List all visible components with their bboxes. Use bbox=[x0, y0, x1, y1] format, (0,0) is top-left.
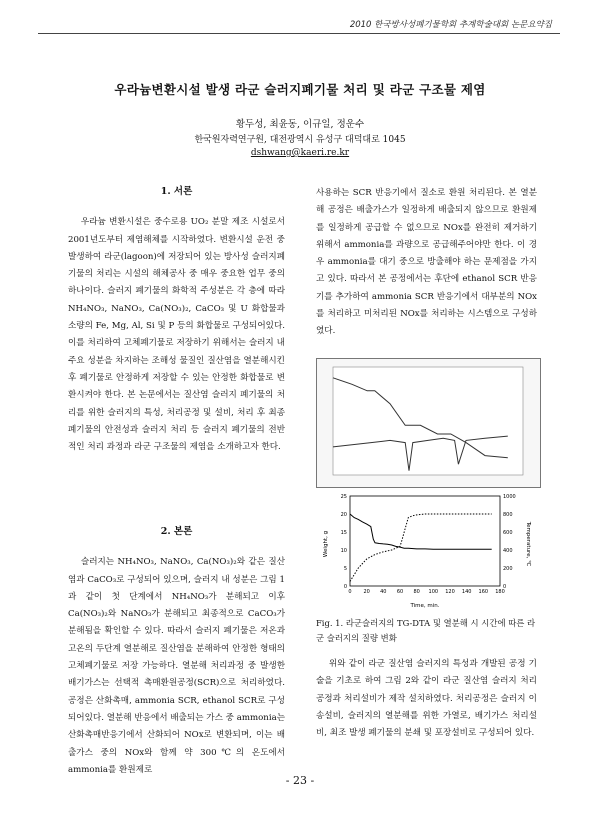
right-column-top bbox=[316, 185, 537, 341]
x-tick-label: 60 bbox=[396, 589, 404, 595]
y-left-tick-labels bbox=[341, 494, 347, 590]
x-tick-label: 0 bbox=[348, 589, 352, 595]
y-left-tick-label: 20 bbox=[340, 512, 347, 518]
y-right-tick-labels bbox=[503, 494, 516, 590]
page-number: - 23 - bbox=[285, 774, 315, 787]
x-tick-labels bbox=[348, 589, 504, 595]
closing-paragraph: 위와 같이 라군 질산염 슬러지의 특성과 개발된 공정 기술을 기초로 하여 그림 2와 같이 라군 질산염 슬러지 처리 공정과 처리설비가 제작 설치하였다. 처리공정은 슬러지 이송설비, 슬러지의 열분해를 위한 가열로, 배기가스 처리설비, 최조 발생 폐기물의 분쇄 및 포장설비로 구성되어 있다. bbox=[316, 659, 537, 739]
y-right-tick-label: 1000 bbox=[503, 494, 516, 500]
y-left-tick-label: 5 bbox=[343, 566, 347, 572]
x-tick-label: 180 bbox=[495, 589, 505, 595]
intro-paragraph: 우라늄 변환시설은 중수로용 UO₂ 분말 제조 시설로서 2001년도부터 제염해체를 시작하였다. 변환시설 운전 중 발생하여 라군(lagoon)에 저장되어 있는 방사성 슬러지폐기물의 처리는 시설의 해체공사 중 매우 중요한 업무 중의 하나이다. 슬러지 폐기물의 화학적 주성분은 각 층에 따라 NH₄NO₃, NaNO₃, Ca(NO₃)₂, CaCO₃ 및 U 화합물과 소량의 Fe, Mg, Al, Si 및 P 등의 화합물로 구성되어있다. 이를 처리하여 고체폐기물로 저장하기 위해서는 슬러지 내 주요 성분을 차지하는 조해성 물질인 질산염을 열분해시킨 후 폐기물로 안정하게 저장할 수 있는 안정한 화합물로 변환시켜야 한다. 본 논문에서는 질산염 슬러지 폐기물의 처리를 위한 슬러지의 특성, 처리공정 및 설비, 처리 후 최종폐기물의 안전성과 슬러지 처리 등 슬러지 폐기물의 전반적인 처리 과정과 라군 구조물의 제염을 소개하고자 한다. bbox=[68, 217, 285, 453]
tg-dta-plot bbox=[316, 358, 541, 488]
x-tick-label: 100 bbox=[428, 589, 439, 595]
y-left-axis-label: Weight, g bbox=[323, 530, 329, 558]
body-heading: 2. 본론 bbox=[160, 526, 193, 537]
continued-paragraph: 사용하는 SCR 반응기에서 질소로 환원 처리된다. 본 열분해 공정은 배출가스가 일정하게 배출되지 않으므로 환원제를 일정하게 공급할 수 없으므로 NOx를 완전히 제거하기 위해서 ammonia를 과량으로 공급해주어야만 한다. 이 경우 ammonia를 대기 중으로 방출해야 하는 문제점을 가지고 있다. 따라서 본 공정에서는 후단에 ethanol SCR 반응기를 추가하여 ammonia SCR 반응기에서 대부분의 NOx를 처리하고 미처리된 NOx를 처리하는 시스템으로 구성하였다. bbox=[316, 188, 537, 337]
y-left-tick-label: 25 bbox=[340, 494, 347, 500]
figure-caption: Fig. 1. 라군슬러지의 TG-DTA 및 열분해 시 시간에 따른 라군 슬러지의 질량 변화 bbox=[316, 618, 536, 643]
header-rule bbox=[38, 33, 560, 34]
x-tick-label: 40 bbox=[380, 589, 387, 595]
authors: 황두성, 최윤동, 이규일, 정운수 bbox=[235, 119, 365, 130]
y-left-tick-label: 15 bbox=[340, 530, 347, 536]
right-column-bottom bbox=[316, 656, 537, 742]
affiliation: 한국원자력연구원, 대전광역시 유성구 대덕대로 1045 bbox=[194, 135, 406, 145]
tg-dta-svg bbox=[317, 359, 540, 487]
y-right-tick-label: 0 bbox=[503, 584, 507, 590]
intro-heading: 1. 서론 bbox=[160, 186, 193, 197]
y-right-tick-label: 200 bbox=[503, 566, 513, 572]
x-tick-label: 20 bbox=[363, 589, 370, 595]
email-link[interactable]: dshwang@kaeri.re.kr bbox=[250, 148, 350, 158]
y-left-tick-label: 0 bbox=[343, 584, 347, 590]
weight-temperature-svg bbox=[316, 490, 539, 610]
x-tick-label: 160 bbox=[478, 589, 489, 595]
y-right-tick-label: 800 bbox=[503, 512, 513, 518]
x-tick-label: 80 bbox=[413, 589, 420, 595]
y-right-axis-label: Temperature, ℃ bbox=[525, 521, 531, 567]
weight-temperature-plot bbox=[316, 490, 539, 610]
paper-title: 우라늄변환시설 발생 라군 슬러지폐기물 처리 및 라군 구조물 제염 bbox=[114, 82, 486, 97]
y-left-tick-label: 10 bbox=[340, 548, 347, 554]
body-paragraph: 슬러지는 NH₄NO₃, NaNO₃, Ca(NO₃)₂와 같은 질산염과 CaCO₃로 구성되어 있으며, 슬러지 내 성분은 그림 1과 같이 첫 단계에서 NH₄NO₃가 분해되고 이후 Ca(NO₃)₂와 NaNO₃가 분해되고 최종적으로 CaCO₃가 분해됨을 확인할 수 있다. 따라서 슬러지 폐기물은 저온과 고온의 두단계 열분해로 질산염을 분해하여 안정한 형태의 고체폐기물로 저장 가능하다. 열분해 처리과정 중 발생한 배기가스는 선택적 촉매환원공정(SCR)으로 처리하였다. 공정은 산화촉매, ammonia SCR, ethanol SCR로 구성되어있다. 열분해 반응에서 배출되는 가스 중 ammonia는 산화촉매반응기에서 산화되어 NOx로 변환되며, 이는 배출가스 중의 NOx와 함께 약 300℃의 온도에서 ammonia를 환원제로 bbox=[68, 557, 285, 775]
body-section bbox=[68, 523, 285, 779]
intro-section bbox=[68, 183, 285, 456]
running-header: 2010 한국방사성폐기물학회 추계학술대회 논문요약집 bbox=[349, 20, 552, 30]
y-right-tick-label: 400 bbox=[503, 548, 513, 554]
x-tick-label: 140 bbox=[461, 589, 472, 595]
x-tick-label: 120 bbox=[445, 589, 455, 595]
y-right-tick-label: 600 bbox=[503, 530, 513, 536]
x-axis-label: Time, min. bbox=[410, 603, 440, 609]
